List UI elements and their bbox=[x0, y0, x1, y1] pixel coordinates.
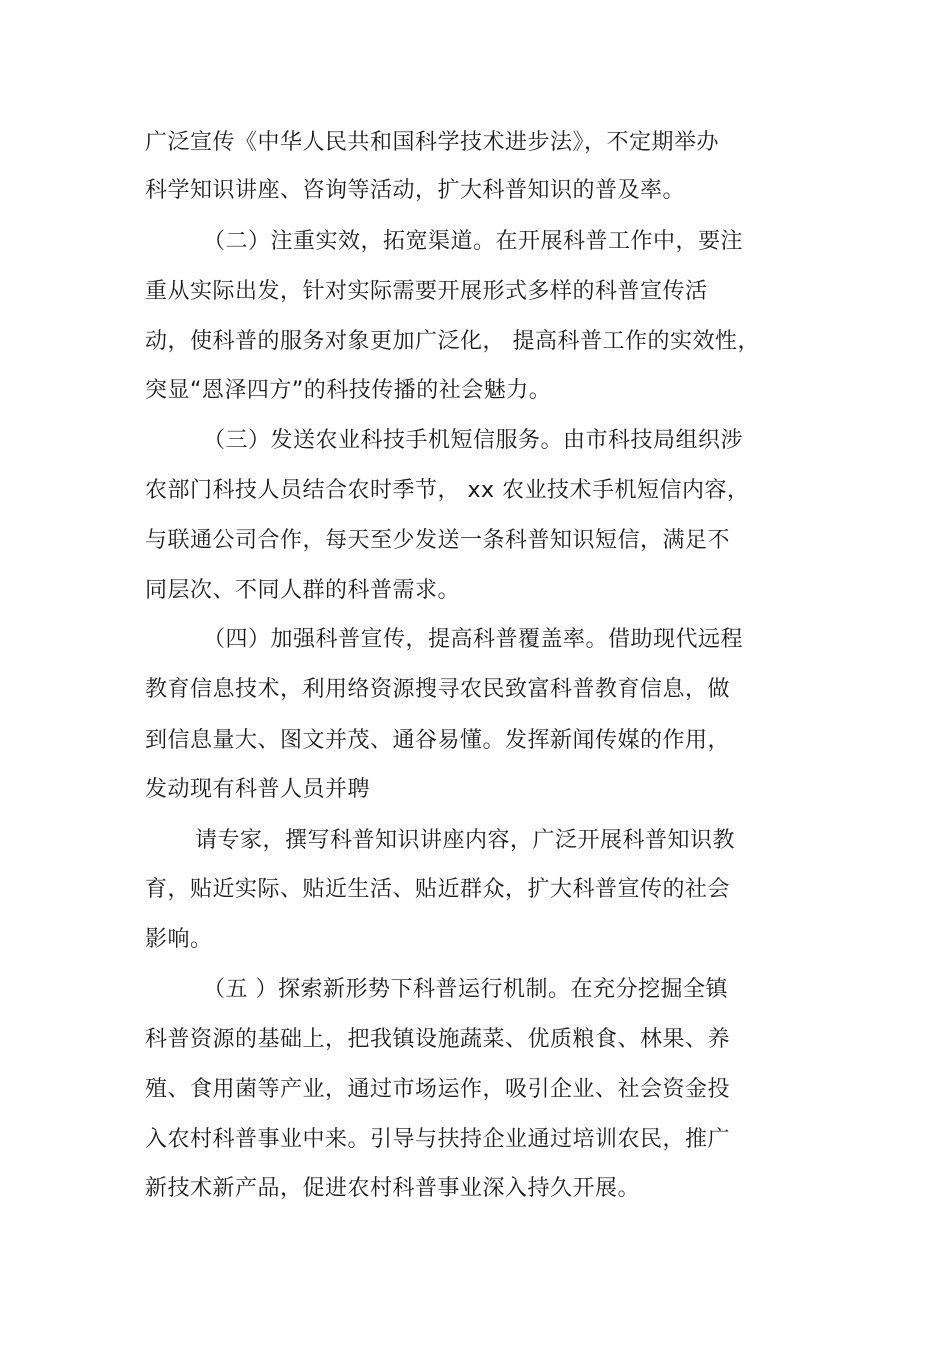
text-line: 科普资源的基础上，把我镇设施蔬菜、优质粮食、林果、养 bbox=[145, 1027, 731, 1052]
paragraph-heading-2: （二）注重实效，拓宽渠道。在开展科普工作中，要注 bbox=[203, 229, 744, 254]
paragraph-heading-5: （五 ）探索新形势下科普运行机制。在充分挖掘全镇 bbox=[203, 977, 728, 1002]
text-line: 同层次、不同人群的科普需求。 bbox=[145, 578, 461, 603]
text-line: 动，使科普的服务对象更加广泛化， 提高科普工作的实效性， bbox=[145, 329, 760, 354]
text-line: 殖、食用菌等产业，通过市场运作，吸引企业、社会资金投 bbox=[145, 1077, 731, 1102]
text-line: 教育信息技术，利用络资源搜寻农民致富科普教育信息，做 bbox=[145, 677, 731, 702]
text-line: 影响。 bbox=[145, 927, 213, 952]
text-line: 科学知识讲座、咨询等活动，扩大科普知识的普及率。 bbox=[145, 178, 686, 203]
text-line: 请专家，撰写科普知识讲座内容，广泛开展科普知识教 bbox=[195, 828, 736, 853]
text-line: 育，贴近实际、贴近生活、贴近群众，扩大科普宣传的社会 bbox=[145, 877, 731, 902]
text-line: 到信息量大、图文并茂、通谷易懂。发挥新闻传媒的作用， bbox=[145, 728, 731, 753]
text-line: 入农村科普事业中来。引导与扶持企业通过培训农民，推广 bbox=[145, 1127, 731, 1152]
paragraph-heading-3: （三）发送农业科技手机短信服务。由市科技局组织涉 bbox=[203, 428, 744, 453]
text-line: 重从实际出发，针对实际需要开展形式多样的科普宣传活 bbox=[145, 279, 708, 304]
text-line: 广泛宣传《中华人民共和国科学技术进步法》，不定期举办 bbox=[145, 130, 720, 155]
text-line: 突显“恩泽四方”的科技传播的社会魅力。 bbox=[145, 378, 552, 403]
paragraph-heading-4: （四）加强科普宣传，提高科普覆盖率。借助现代远程 bbox=[203, 627, 744, 652]
text-line: 与联通公司合作，每天至少发送一条科普知识短信，满足不 bbox=[145, 528, 731, 553]
text-line: 农部门科技人员结合农时季节， xx 农业技术手机短信内容， bbox=[145, 478, 750, 503]
text-line: 新技术新产品，促进农村科普事业深入持久开展。 bbox=[145, 1176, 641, 1201]
text-line: 发动现有科普人员并聘 bbox=[145, 777, 371, 802]
